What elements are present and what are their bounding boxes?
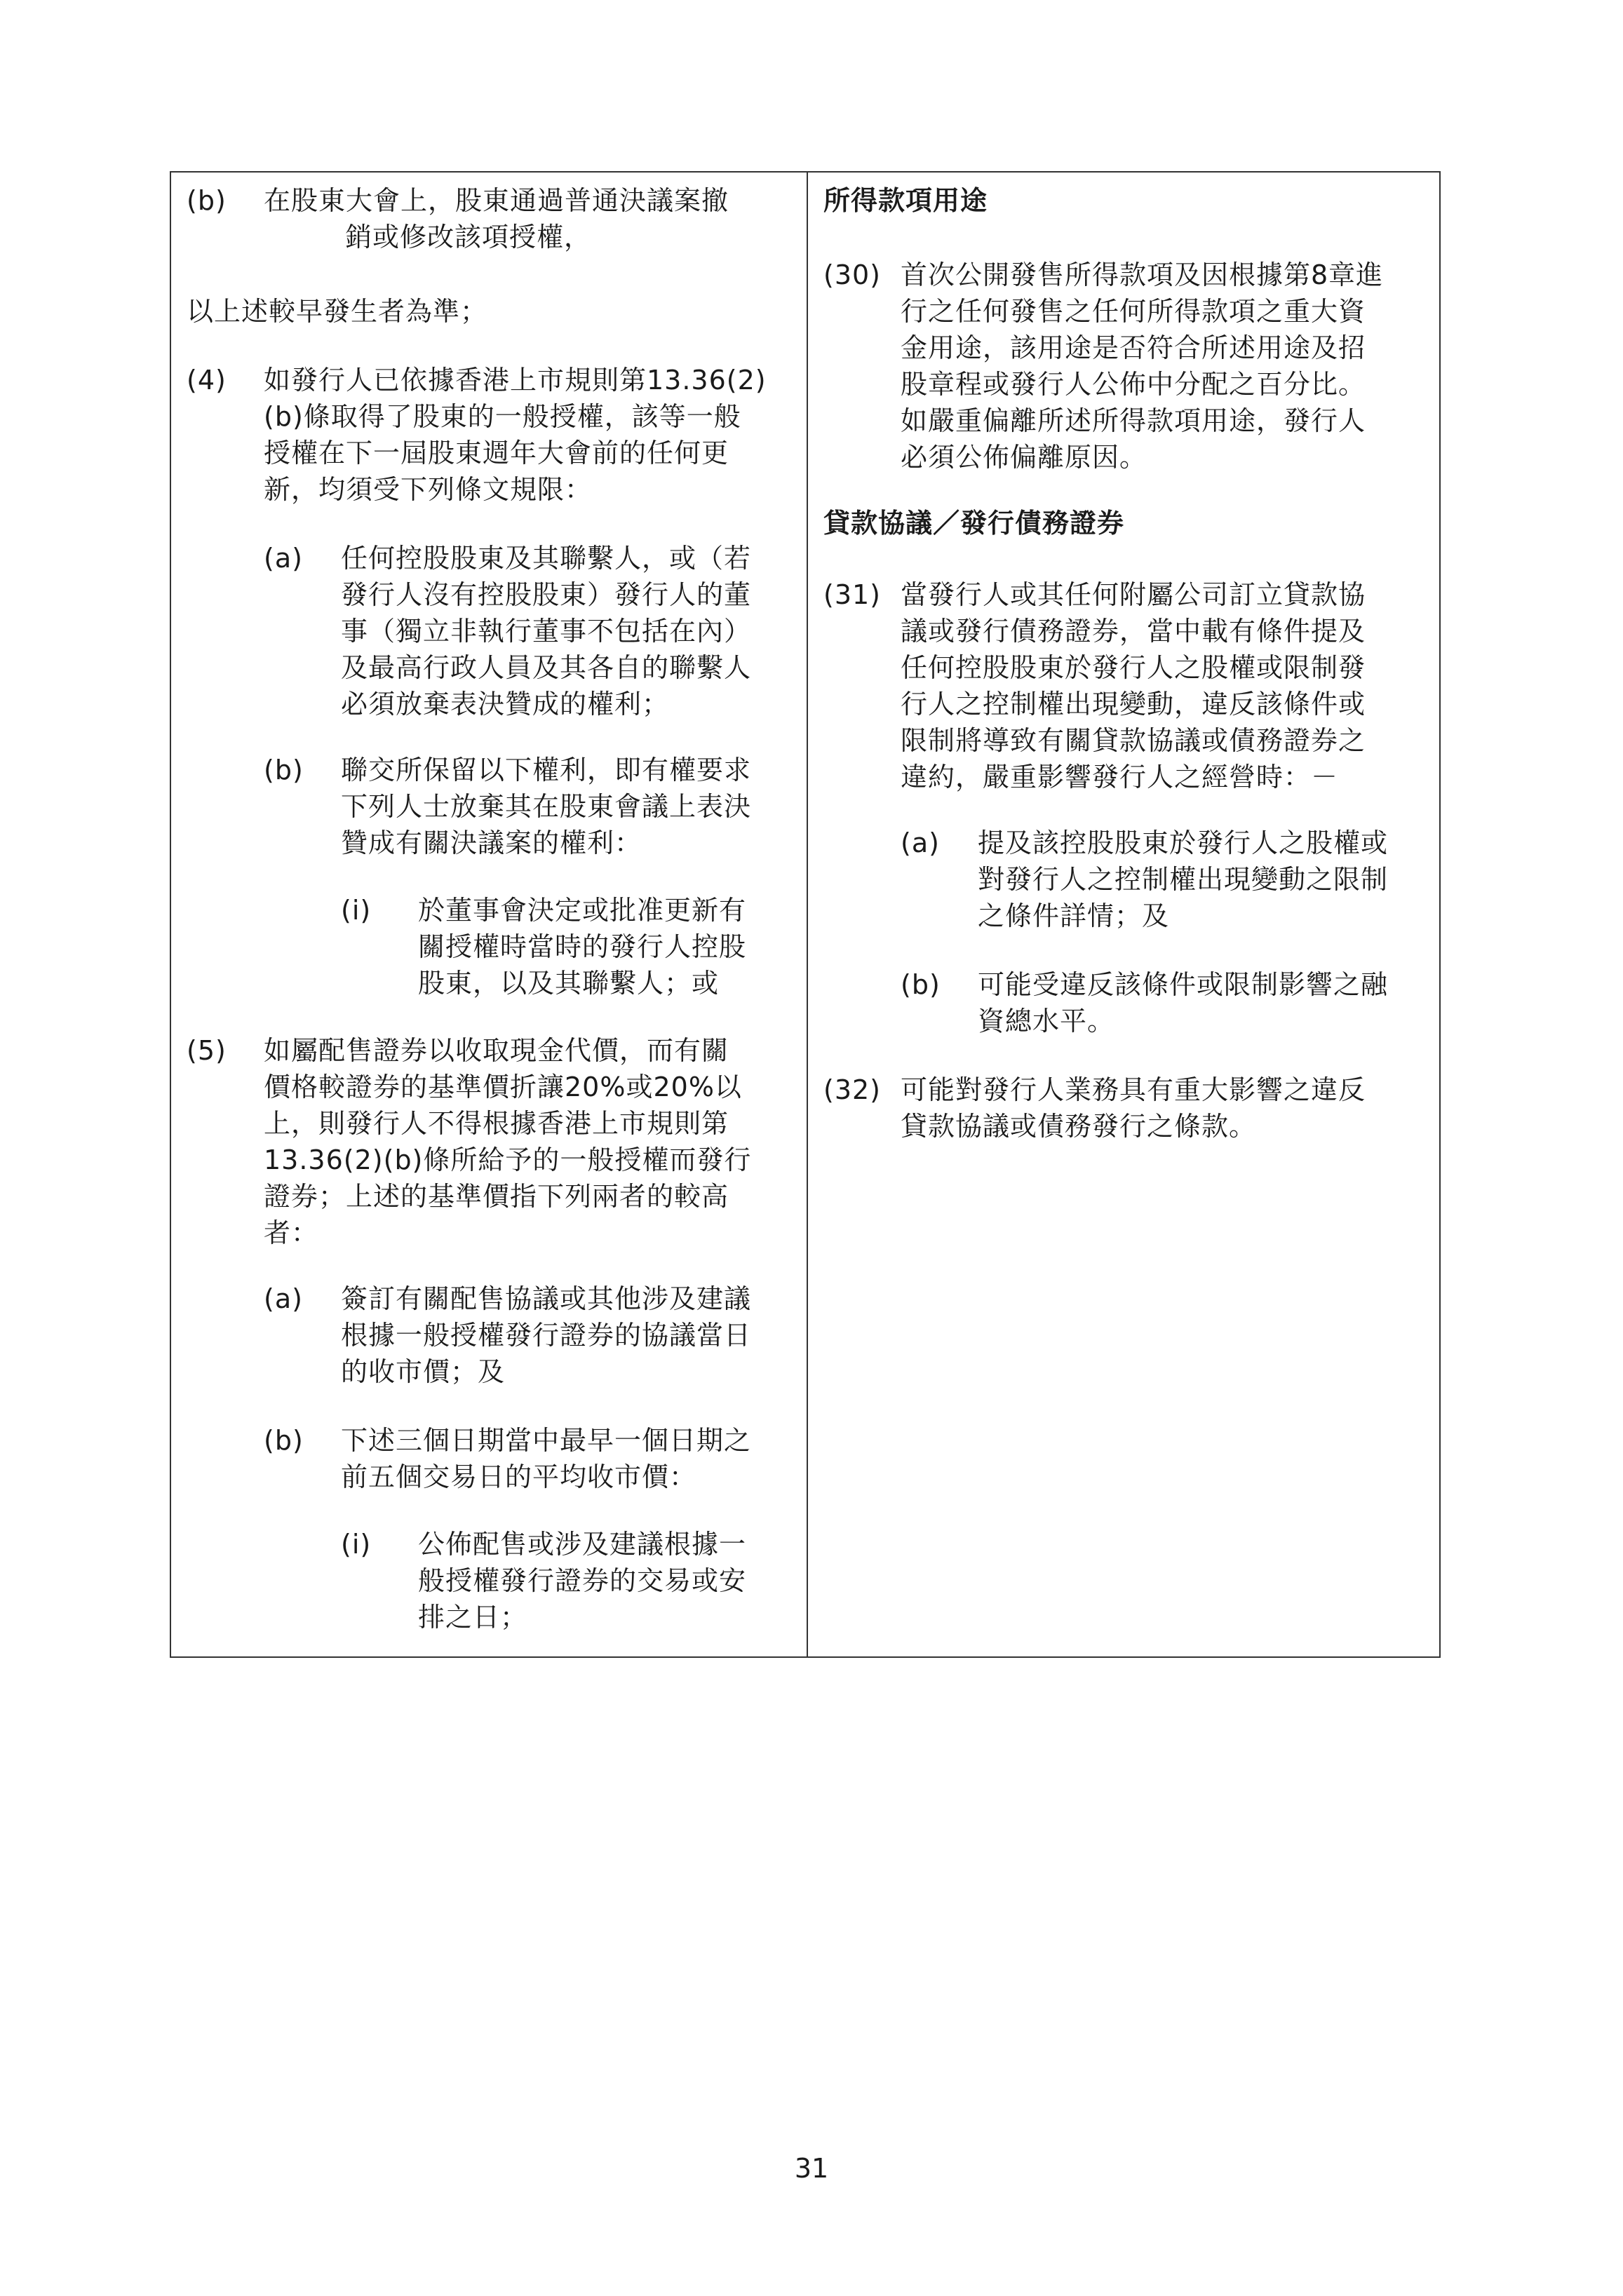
clause-label: (5) bbox=[187, 1035, 227, 1066]
clause-label: (a) bbox=[264, 543, 303, 574]
clause-line: 必須公佈偏離原因。 bbox=[901, 442, 1147, 473]
clause-label: (a) bbox=[901, 828, 940, 858]
clause-line: 前五個交易日的平均收市價： bbox=[341, 1461, 697, 1492]
clause-line: 新，均須受下列條文規限： bbox=[264, 474, 593, 505]
left-column bbox=[171, 173, 807, 1656]
clause-line: 關授權時當時的發行人控股 bbox=[418, 931, 747, 962]
clause-line: 股東，以及其聯繫人；或 bbox=[418, 968, 720, 999]
clause-line: 之條件詳情；及 bbox=[978, 900, 1170, 931]
clause-line: 及最高行政人員及其各自的聯繫人 bbox=[341, 652, 752, 683]
clause-line: 如發行人已依據香港上市規則第13.36(2) bbox=[264, 365, 767, 396]
clause-line: 13.36(2)(b)條所給予的一般授權而發行 bbox=[264, 1144, 752, 1175]
clause-label: (i) bbox=[341, 895, 372, 926]
clause-line: 如嚴重偏離所述所得款項用途，發行人 bbox=[901, 405, 1366, 436]
clause-line: 任何控股股東及其聯繫人，或（若 bbox=[341, 543, 752, 574]
clause-line: 證券；上述的基準價指下列兩者的較高 bbox=[264, 1181, 729, 1212]
clause-line: 當發行人或其任何附屬公司訂立貸款協 bbox=[901, 579, 1366, 610]
clause-line: 下述三個日期當中最早一個日期之 bbox=[341, 1425, 752, 1456]
clause-line: 在股東大會上，股東通過普通決議案撤 bbox=[264, 185, 729, 216]
clause-line: 首次公開發售所得款項及因根據第8章進 bbox=[901, 259, 1384, 290]
clause-label: (b) bbox=[264, 1425, 304, 1456]
section-heading-loan-agreements: 貸款協議／發行債務證券 bbox=[823, 508, 1125, 539]
clause-line: 公佈配售或涉及建議根據一 bbox=[418, 1529, 747, 1560]
clause-line: 限制將導致有關貸款協議或債務證券之 bbox=[901, 725, 1366, 756]
clause-label: (4) bbox=[187, 365, 227, 396]
clause-line: 對發行人之控制權出現變動之限制 bbox=[978, 864, 1389, 895]
clause-line: 事（獨立非執行董事不包括在內） bbox=[341, 616, 752, 647]
clause-label: (b) bbox=[264, 755, 304, 785]
clause-line: 上，則發行人不得根據香港上市規則第 bbox=[264, 1108, 729, 1139]
clause-line: 排之日； bbox=[418, 1602, 528, 1633]
right-column bbox=[808, 173, 1441, 1656]
clause-line: 議或發行債務證券，當中載有條件提及 bbox=[901, 616, 1366, 647]
clause-line: 贊成有關決議案的權利： bbox=[341, 828, 642, 858]
clause-label: (i) bbox=[341, 1529, 372, 1560]
clause-line: 金用途，該用途是否符合所述用途及招 bbox=[901, 332, 1366, 363]
clause-line: 違約，嚴重影響發行人之經營時：－ bbox=[901, 762, 1339, 792]
clause-line: 股章程或發行人公佈中分配之百分比。 bbox=[901, 369, 1366, 400]
section-heading-use-of-proceeds: 所得款項用途 bbox=[823, 185, 988, 216]
clause-line: 簽訂有關配售協議或其他涉及建議 bbox=[341, 1283, 752, 1314]
clause-label: (b) bbox=[187, 185, 227, 216]
clause-line: 發行人沒有控股股東）發行人的董 bbox=[341, 579, 752, 610]
clause-line: 般授權發行證券的交易或安 bbox=[418, 1565, 747, 1596]
clause-line: 如屬配售證券以收取現金代價，而有關 bbox=[264, 1035, 729, 1066]
clause-label: (31) bbox=[823, 579, 882, 610]
clause-line: 提及該控股股東於發行人之股權或 bbox=[978, 828, 1389, 858]
clause-line: 的收市價；及 bbox=[341, 1356, 506, 1387]
clause-line: 根據一般授權發行證券的協議當日 bbox=[341, 1320, 752, 1351]
clause-line: 於董事會決定或批准更新有 bbox=[418, 895, 747, 926]
clause-line: 行人之控制權出現變動，違反該條件或 bbox=[901, 689, 1366, 720]
page-number: 31 bbox=[794, 2153, 829, 2184]
clause-line: 可能受違反該條件或限制影響之融 bbox=[978, 969, 1389, 1000]
clause-line: 者： bbox=[264, 1217, 319, 1248]
clause-line: 貸款協議或債務發行之條款。 bbox=[901, 1111, 1257, 1142]
clause-label: (a) bbox=[264, 1283, 303, 1314]
clause-label: (32) bbox=[823, 1074, 882, 1105]
clause-line: 價格較證券的基準價折讓20%或20%以 bbox=[264, 1072, 742, 1102]
whichever-earlier-text: 以上述較早發生者為準； bbox=[187, 296, 488, 327]
clause-line: 任何控股股東於發行人之股權或限制發 bbox=[901, 652, 1366, 683]
clause-line: 聯交所保留以下權利，即有權要求 bbox=[341, 755, 752, 785]
clause-line: 行之任何發售之任何所得款項之重大資 bbox=[901, 296, 1366, 327]
clause-line: 下列人士放棄其在股東會議上表決 bbox=[341, 791, 752, 822]
clause-line: 必須放棄表決贊成的權利； bbox=[341, 689, 670, 720]
clause-label: (30) bbox=[823, 259, 882, 290]
two-column-table bbox=[170, 171, 1441, 1658]
clause-line: 可能對發行人業務具有重大影響之違反 bbox=[901, 1074, 1366, 1105]
clause-line: 資總水平。 bbox=[978, 1006, 1115, 1036]
clause-line: 授權在下一屆股東週年大會前的任何更 bbox=[264, 438, 729, 468]
clause-line: (b)條取得了股東的一般授權，該等一般 bbox=[264, 401, 741, 432]
clause-label: (b) bbox=[901, 969, 941, 1000]
clause-line: 銷或修改該項授權， bbox=[345, 222, 592, 252]
